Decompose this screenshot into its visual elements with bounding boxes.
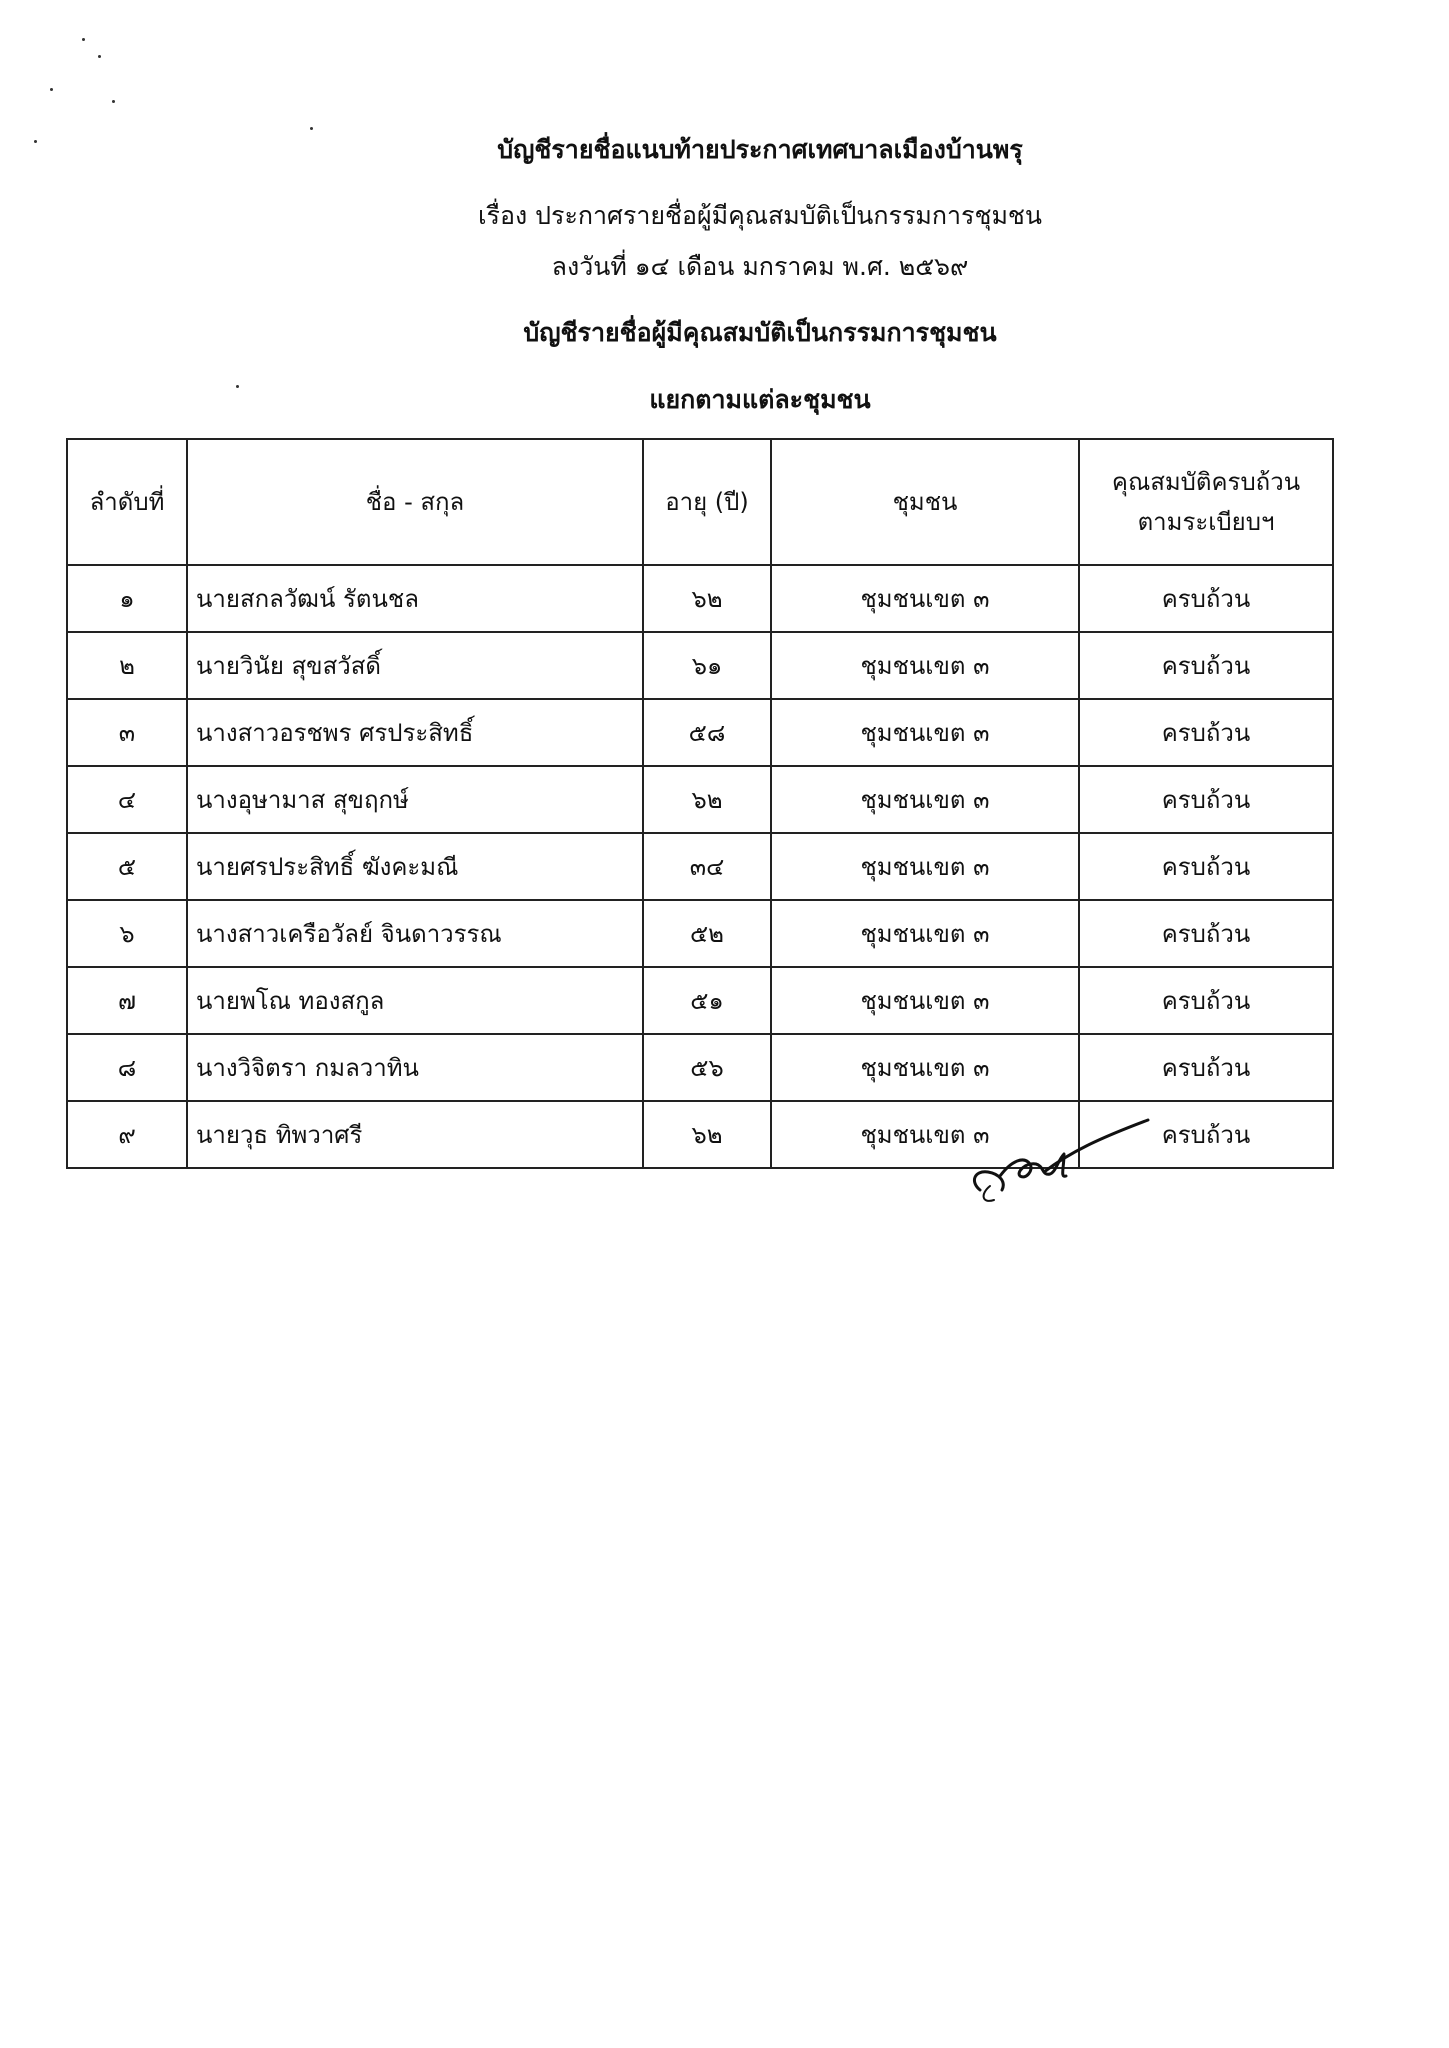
cell-name: นางอุษามาส สุขฤกษ์	[187, 766, 643, 833]
scan-speck	[50, 88, 53, 91]
table-row	[67, 900, 1333, 967]
cell-community: ชุมชนเขต ๓	[771, 766, 1079, 833]
table-row	[67, 833, 1333, 900]
cell-age: ๖๑	[643, 632, 771, 699]
list-subtitle: แยกตามแต่ละชุมชน	[649, 385, 871, 414]
table-header-row	[67, 439, 1333, 565]
cell-community: ชุมชนเขต ๓	[771, 900, 1079, 967]
scan-speck	[112, 100, 115, 103]
cell-name: นายสกลวัฒน์ รัตนชล	[187, 565, 643, 632]
cell-no: ๔	[67, 766, 187, 833]
scan-speck	[34, 140, 37, 143]
header-no: ลำดับที่	[67, 439, 187, 565]
cell-age: ๕๒	[643, 900, 771, 967]
table-row	[67, 766, 1333, 833]
cell-age: ๕๑	[643, 967, 771, 1034]
cell-no: ๙	[67, 1101, 187, 1168]
table-row	[67, 632, 1333, 699]
document-subject: เรื่อง ประกาศรายชื่อผู้มีคุณสมบัติเป็นกรรมการชุมชน	[478, 201, 1042, 230]
cell-qualified: ครบถ้วน	[1079, 967, 1333, 1034]
cell-no: ๑	[67, 565, 187, 632]
cell-qualified: ครบถ้วน	[1079, 1034, 1333, 1101]
cell-qualified: ครบถ้วน	[1079, 766, 1333, 833]
signature-icon	[960, 1090, 1160, 1210]
header-community: ชุมชน	[771, 439, 1079, 565]
cell-name: นายวินัย สุขสวัสดิ์	[187, 632, 643, 699]
table-row	[67, 967, 1333, 1034]
scan-speck	[236, 385, 239, 388]
cell-community: ชุมชนเขต ๓	[771, 1034, 1079, 1101]
document-date: ลงวันที่ ๑๔ เดือน มกราคม พ.ศ. ๒๕๖๙	[551, 252, 969, 281]
cell-community: ชุมชนเขต ๓	[771, 699, 1079, 766]
cell-no: ๒	[67, 632, 187, 699]
cell-name: นายศรประสิทธิ์ ฆังคะมณี	[187, 833, 643, 900]
header-name: ชื่อ - สกุล	[187, 439, 643, 565]
header-qualified-line2: ตามระเบียบฯ	[1137, 508, 1275, 536]
cell-age: ๖๒	[643, 766, 771, 833]
cell-community: ชุมชนเขต ๓	[771, 1101, 1079, 1168]
cell-no: ๕	[67, 833, 187, 900]
cell-qualified: ครบถ้วน	[1079, 900, 1333, 967]
cell-community: ชุมชนเขต ๓	[771, 632, 1079, 699]
header-qualified-line1: คุณสมบัติครบถ้วน	[1111, 468, 1301, 496]
document-heading: บัญชีรายชื่อแนบท้ายประกาศเทศบาลเมืองบ้านพรุ	[497, 135, 1023, 164]
cell-qualified: ครบถ้วน	[1079, 565, 1333, 632]
header-age: อายุ (ปี)	[643, 439, 771, 565]
cell-age: ๖๒	[643, 1101, 771, 1168]
table-row	[67, 699, 1333, 766]
scan-speck	[98, 55, 101, 58]
cell-no: ๖	[67, 900, 187, 967]
cell-community: ชุมชนเขต ๓	[771, 565, 1079, 632]
table-row	[67, 565, 1333, 632]
cell-age: ๕๖	[643, 1034, 771, 1101]
cell-name: นายพโณ ทองสกูล	[187, 967, 643, 1034]
header-qualified	[1079, 439, 1333, 565]
roster-table	[66, 438, 1334, 1169]
scan-speck	[310, 127, 313, 130]
cell-community: ชุมชนเขต ๓	[771, 967, 1079, 1034]
cell-qualified: ครบถ้วน	[1079, 833, 1333, 900]
cell-no: ๗	[67, 967, 187, 1034]
cell-qualified: ครบถ้วน	[1079, 699, 1333, 766]
cell-age: ๕๘	[643, 699, 771, 766]
cell-age: ๓๔	[643, 833, 771, 900]
cell-name: นางสาวเครือวัลย์ จินดาวรรณ	[187, 900, 643, 967]
cell-qualified: ครบถ้วน	[1079, 632, 1333, 699]
scan-speck	[82, 38, 85, 41]
cell-name: นางสาวอรชพร ศรประสิทธิ์	[187, 699, 643, 766]
cell-community: ชุมชนเขต ๓	[771, 833, 1079, 900]
cell-qualified: ครบถ้วน	[1079, 1101, 1333, 1168]
cell-no: ๓	[67, 699, 187, 766]
cell-name: นายวุธ ทิพวาศรี	[187, 1101, 643, 1168]
cell-name: นางวิจิตรา กมลวาทิน	[187, 1034, 643, 1101]
list-title: บัญชีรายชื่อผู้มีคุณสมบัติเป็นกรรมการชุมชน	[523, 318, 997, 347]
cell-age: ๖๒	[643, 565, 771, 632]
cell-no: ๘	[67, 1034, 187, 1101]
